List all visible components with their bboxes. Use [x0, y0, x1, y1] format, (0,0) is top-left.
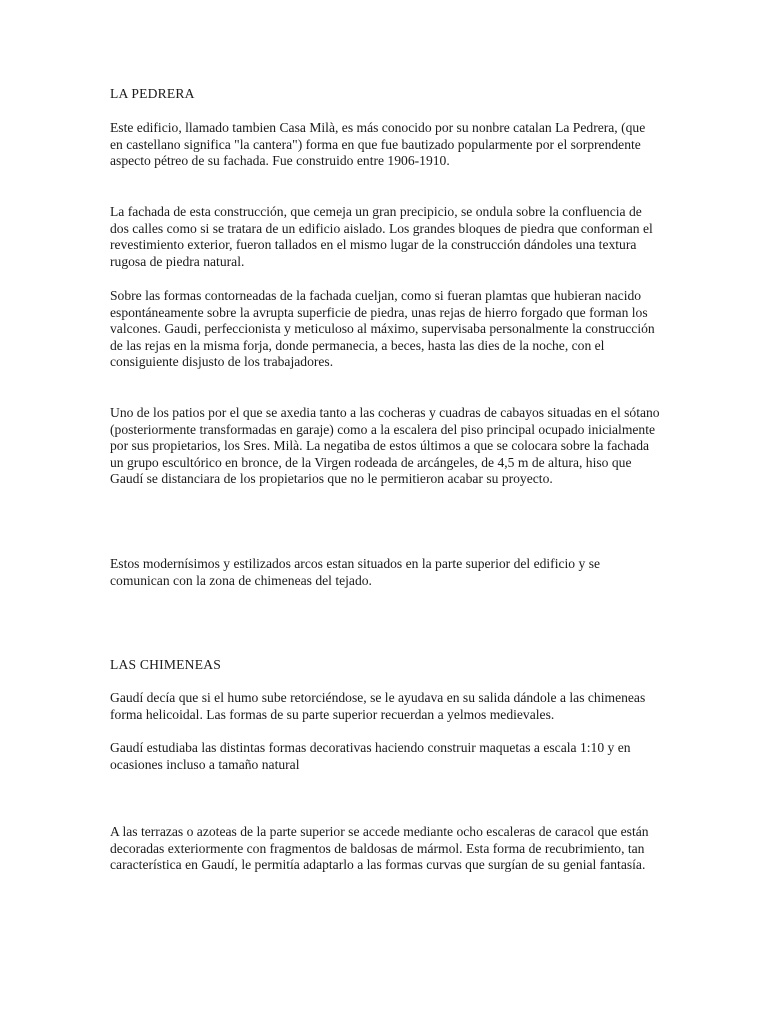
paragraph-terraces: A las terrazas o azoteas de la parte superior se accede mediante ocho escaleras de caracol que están decoradas exteriormente con fragmentos de baldosas de mármol. Esta forma de recubrimiento, tan característica en Gaudí, le permitía adaptarlo a las formas curvas que surgían de su genial fantasía.	[110, 824, 649, 872]
page-title: LA PEDRERA	[110, 86, 195, 101]
paragraph-facade: La fachada de esta construcción, que cemeja un gran precipicio, se ondula sobre la confluencia de dos calles como si se tratara de un edificio aislado. Los grandes bloques de piedra que conforman el revestimiento exterior, fueron tallados en el mismo lugar de la construcción dándoles una textura rugosa de piedra natural.	[110, 204, 653, 269]
section-heading-chimneys: LAS CHIMENEAS	[110, 657, 221, 672]
paragraph-models: Gaudí estudiaba las distintas formas decorativas haciendo construir maquetas a escala 1:10 y en ocasiones incluso a tamaño natural	[110, 740, 631, 772]
paragraph-courtyards: Uno de los patios por el que se axedia tanto a las cocheras y cuadras de cabayos situadas en el sótano (posteriormente transformadas en garaje) como a la escalera del piso principal ocupado inicialmente por sus propietarios, los Sres. Milà. La negatiba de estos últimos a que se colocara sobre la fachada un grupo escultórico en bronce, de la Virgen rodeada de arcángeles, de 4,5 m de altura, hiso que Gaudí se distanciara de los propietarios que no le permitieron acabar su proyecto.	[110, 405, 660, 486]
paragraph-intro: Este edificio, llamado tambien Casa Milà, es más conocido por su nonbre catalan La Pedrera, (que en castellano significa "la cantera") forma en que fue bautizado popularmente por el sorprendente aspecto pétreo de su fachada. Fue construido entre 1906-1910.	[110, 120, 646, 168]
paragraph-railings: Sobre las formas contorneadas de la fachada cueljan, como si fueran plamtas que hubieran nacido espontáneamente sobre la avrupta superficie de piedra, unas rejas de hierro forgado que forman los valcones. Gaudi, perfeccionista y meticuloso al máximo, supervisaba personalmente la construcción de las rejas en la misma forja, donde permanecia, a beces, hasta las dies de la noche, con el consiguiente disjusto de los trabajadores.	[110, 288, 655, 369]
paragraph-arches: Estos modernísimos y estilizados arcos estan situados en la parte superior del edificio y se comunican con la zona de chimeneas del tejado.	[110, 556, 601, 588]
paragraph-chimneys: Gaudí decía que si el humo sube retorciéndose, se le ayudava en su salida dándole a las chimeneas forma helicoidal. Las formas de su parte superior recuerdan a yelmos medievales.	[110, 690, 646, 722]
